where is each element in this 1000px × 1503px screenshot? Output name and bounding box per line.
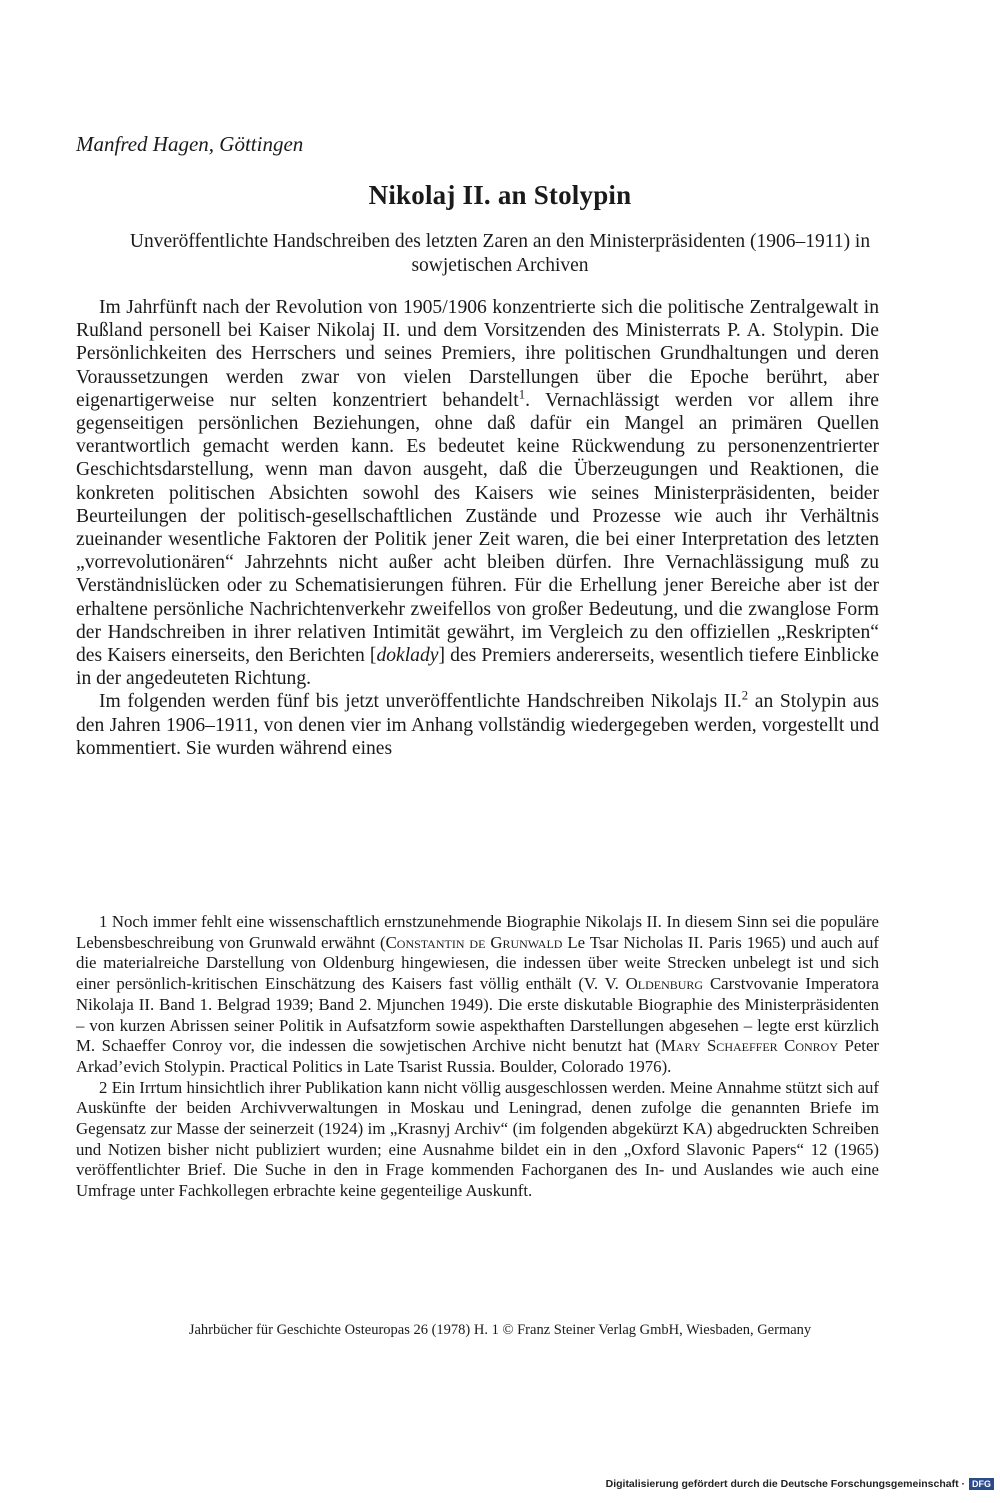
dfg-credit-text: Digitalisierung gefördert durch die Deutsche Forschungsgemeinschaft · (605, 1478, 965, 1490)
journal-footer: Jahrbücher für Geschichte Osteuropas 26 (1978) H. 1 © Franz Steiner Verlag GmbH, Wiesbaden, Germany (188, 1322, 812, 1338)
body-text (76, 296, 879, 760)
article-title: Nikolaj II. an Stolypin (368, 180, 632, 210)
author-line: Manfred Hagen, Göttingen (76, 132, 304, 156)
dfg-logo-icon: DFG (969, 1478, 994, 1490)
article-subtitle: Unveröffentlichte Handschreiben des letzten Zaren an den Ministerpräsidenten (1906–1911) in sowjetischen Archiven (129, 231, 871, 276)
paragraph-1: Im Jahrfünft nach der Revolution von 1905/1906 konzentrierte sich die politische Zentralgewalt in Rußland personell bei Kaiser Nikolaj II. und dem Vorsitzenden des Ministerrats P. A. Stolypin. Die Persönlichkeiten des Herrschers und seines Premiers, ihre politischen Grundhaltungen und deren Voraussetzungen werden zwar von vielen Darstellungen über die Epoche berührt, aber eigenartigerweise nur selten konzentriert behandelt$^1$. Vernachlässigt werden vor allem ihre gegenseitigen persönlichen Beziehungen, ohne daß dafür ein Mangel an primären Quellen verantwortlich gemacht werden kann. Es bedeutet keine Rückwendung zu personenzentrierter Geschichtsdarstellung, wenn man davon ausgeht, daß die Überzeugungen und Reaktionen, die konkreten politischen Absichten sowohl des Kaisers wie seines Ministerpräsidenten, beider Beurteilungen der politisch-gesellschaftlichen Zustände und Prozesse wie auch ihr Verhältnis zueinander wesentliche Faktoren der Politik jener Zeit waren, die bei einer Interpretation des letzten „vorrevolutionären“ Jahrzehnts nicht außer acht bleiben dürfen. Ihre Vernachlässigung muß zu Verständnislücken oder zu Schematisierungen führen. Für die Erhellung jener Bereiche aber ist der erhaltene persönliche Nachrichtenverkehr zweifellos von großer Bedeutung, und die zwanglose Form der Handschreiben in ihrer relativen Intimität gewährt, im Vergleich zu den offiziellen „Reskripten“ des Kaisers einerseits, den Berichten [doklady] des Premiers andererseits, wesentlich tiefere Einblicke in der angedeuteten Richtung. (76, 297, 879, 690)
footnote-ref-2: 2 (741, 688, 749, 703)
footnote-1: 1 Noch immer fehlt eine wissenschaftlich ernstzunehmende Biographie Nikolajs II. In diesem Sinn sei die populäre Lebensbeschreibung von Grunwald erwähnt (Constantin de Grunwald Le Tsar Nicholas II. Paris 1965) und auch auf die materialreiche Darstellung von Oldenburg hingewiesen, die indessen über weite Strecken unbelegt ist und sich einer persönlich-kritischen Einschätzung des Kaisers fast völlig enthält (V. V. Oldenburg Carstvovanie Imperatora Nikolaja II. Band 1. Belgrad 1939; Band 2. Mjunchen 1949). Die erste diskutable Biographie des Ministerpräsidenten – von kurzen Abrissen seiner Politik in Aufsatzform sowie aspekthaften Darstellungen abgesehen – legte erst kürzlich M. Schaeffer Conroy vor, die indessen die sowjetischen Archive nicht benutzt hat (Mary Schaeffer Conroy Peter Arkad’evich Stolypin. Practical Politics in Late Tsarist Russia. Boulder, Colorado 1976). (76, 912, 879, 1076)
dfg-credit (606, 1478, 994, 1490)
footnote-ref-1: 1 (518, 387, 526, 402)
paragraph-2: Im folgenden werden fünf bis jetzt unveröffentlichte Handschreiben Nikolajs II.$^2$ an Stolypin aus den Jahren 1906–1911, von denen vier im Anhang vollständig wiedergegeben werden, vorgestellt und kommentiert. Sie wurden während eines (76, 688, 879, 759)
footnote-2: 2 Ein Irrtum hinsichtlich ihrer Publikation kann nicht völlig ausgeschlossen werden. Meine Annahme stützt sich auf Auskünfte der beiden Archivverwaltungen in Moskau und Leningrad, denen zufolge die genannten Briefe im Gegensatz zur Masse der seinerzeit (1924) im „Krasnyj Archiv“ (im folgenden abgekürzt KA) abgedruckten Schreiben und Notizen bisher nicht publiziert wurden; eine Ausnahme bildet ein in den „Oxford Slavonic Papers“ 12 (1965) veröffentlichter Brief. Die Suche in den in Frage kommenden Fachorganen des In- und Auslandes wie auch eine Umfrage unter Fachkollegen erbrachte keine gegenteilige Auskunft. (76, 1077, 879, 1201)
footnotes (76, 912, 879, 1202)
